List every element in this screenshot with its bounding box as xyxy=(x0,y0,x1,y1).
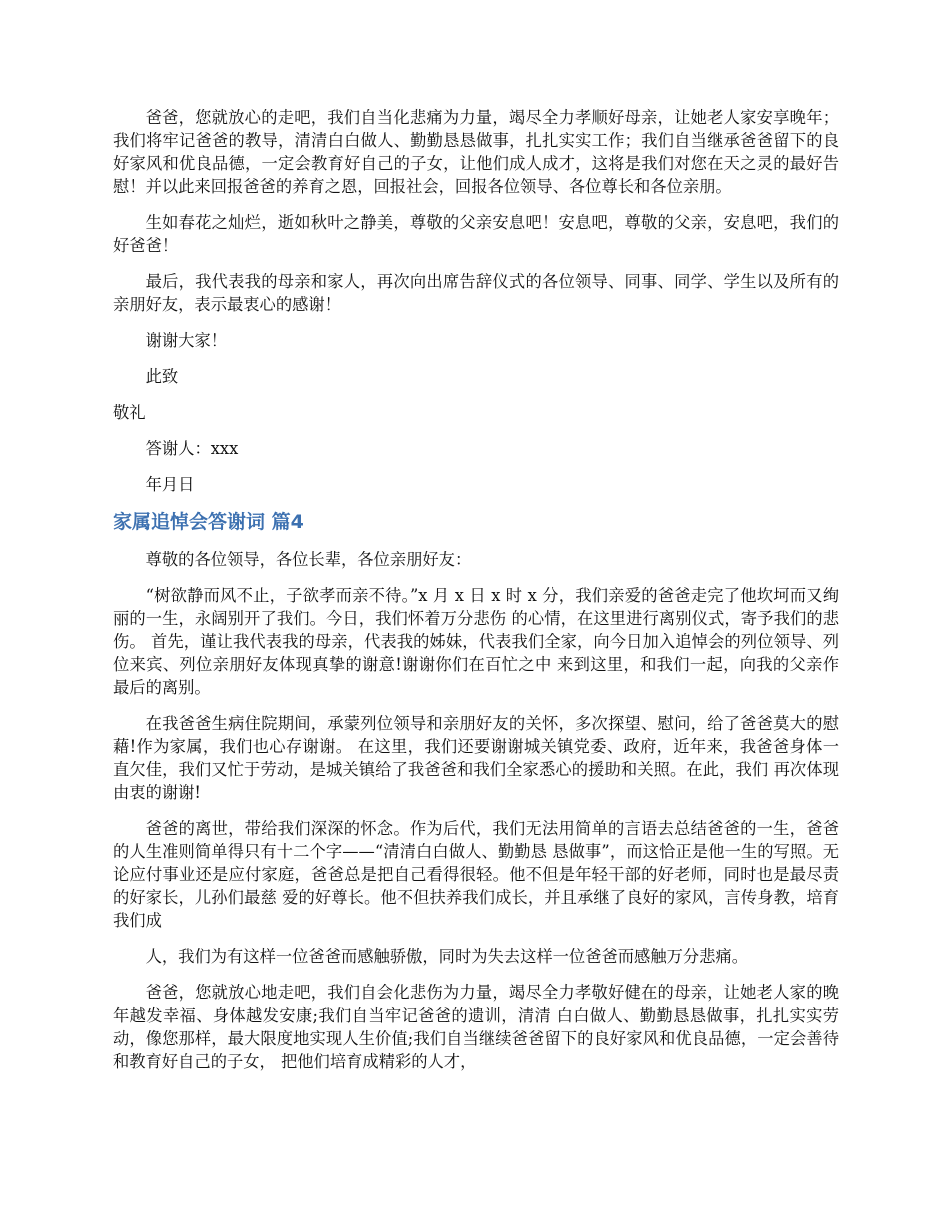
paragraph-thank-everyone: 谢谢大家！ xyxy=(145,331,228,350)
paragraph-pride-grief: 人，我们为有这样一位爸爸而感触骄傲，同时为失去这样一位爸爸而感触万分悲痛。 xyxy=(145,947,749,966)
paragraph-remembrance: 爸爸的离世，带给我们深深的怀念。作为后代，我们无法用简单的言语去总结爸爸的一生，爸爸的人生准则简单得只有十二个字——“清清白白做人、勤勤恳 恳做事”，而这恰正是他一生的写照。无论应付事业还是应付家庭，爸爸总是把自己看得很轻。他不但是年轻干部的好老师，同时也是最尽责的好家长，儿孙们最慈 爱的好尊长。他不但扶养我们成长，并且承继了良好的家风，言传身教，培育我们成 xyxy=(113,819,839,930)
paragraph-signatory: 答谢人：xxx xyxy=(145,439,239,458)
section-heading: 家属追悼会答谢词 篇4 xyxy=(113,511,304,533)
paragraph-rest-in-peace: 生如春花之灿烂，逝如秋叶之静美，尊敬的父亲安息吧！安息吧，尊敬的父亲，安息吧，我们的好爸爸！ xyxy=(113,213,839,255)
paragraph-final-thanks: 最后，我代表我的母亲和家人，再次向出席告辞仪式的各位领导、同事、同学、学生以及所有的亲朋好友，表示最衷心的感谢！ xyxy=(113,272,839,314)
paragraph-date-line: 年月日 xyxy=(145,475,195,494)
paragraph-closing-jingli: 敬礼 xyxy=(113,403,146,422)
paragraph-closing-cizhi: 此致 xyxy=(145,367,179,386)
paragraph-farewell-promise-2: 爸爸，您就放心地走吧，我们自会化悲伤为力量，竭尽全力孝敬好健在的母亲，让她老人家的晚年越发幸福、身体越发安康;我们自当牢记爸爸的遗训，清清 白白做人、勤勤恳恳做事，扎扎实实劳动，像您那样，最大限度地实现人生价值;我们自当继续爸爸留下的良好家风和优良品德，一定会善待和教育好自己的子女， 把他们培育成精彩的人才， xyxy=(113,983,839,1071)
paragraph-hospital-thanks: 在我爸爸生病住院期间，承蒙列位领导和亲朋好友的关怀，多次探望、慰问，给了爸爸莫大的慰藉!作为家属，我们也心存谢谢。 在这里，我们还要谢谢城关镇党委、政府，近年来，我爸爸身体一直欠佳，我们又忙于劳动，是城关镇给了我爸爸和我们全家悉心的援助和关照。在此，我们 再次体现由衷的谢谢! xyxy=(113,714,839,802)
paragraph-farewell-promise: 爸爸，您就放心的走吧，我们自当化悲痛为力量，竭尽全力孝顺好母亲，让她老人家安享晚年；我们将牢记爸爸的教导，清清白白做人、勤勤恳恳做事，扎扎实实工作；我们自当继承爸爸留下的良好家风和优良品德，一定会教育好自己的子女，让他们成人成才，这将是我们对您在天之灵的最好告慰！并以此来回报爸爸的养育之恩，回报社会，回报各位领导、各位尊长和各位亲朋。 xyxy=(113,108,839,196)
paragraph-opening: “树欲静而风不止，子欲孝而亲不待。”x 月 x 日 x 时 x 分，我们亲爱的爸爸走完了他坎坷而又绚丽的一生，永阔别开了我们。今日，我们怀着万分悲伤 的心情，在这里进行离别仪式，寄予我们的悲伤。 首先，谨让我代表我的母亲，代表我的姊妹，代表我们全家，向今日加入追悼会的列位领导、列位来宾、列位亲朋好友体现真挚的谢意!谢谢你们在百忙之中 来到这里，和我们一起，向我的父亲作最后的离别。 xyxy=(113,586,839,697)
paragraph-salutation: 尊敬的各位领导，各位长辈，各位亲朋好友： xyxy=(145,550,472,569)
document-page xyxy=(113,106,839,1086)
